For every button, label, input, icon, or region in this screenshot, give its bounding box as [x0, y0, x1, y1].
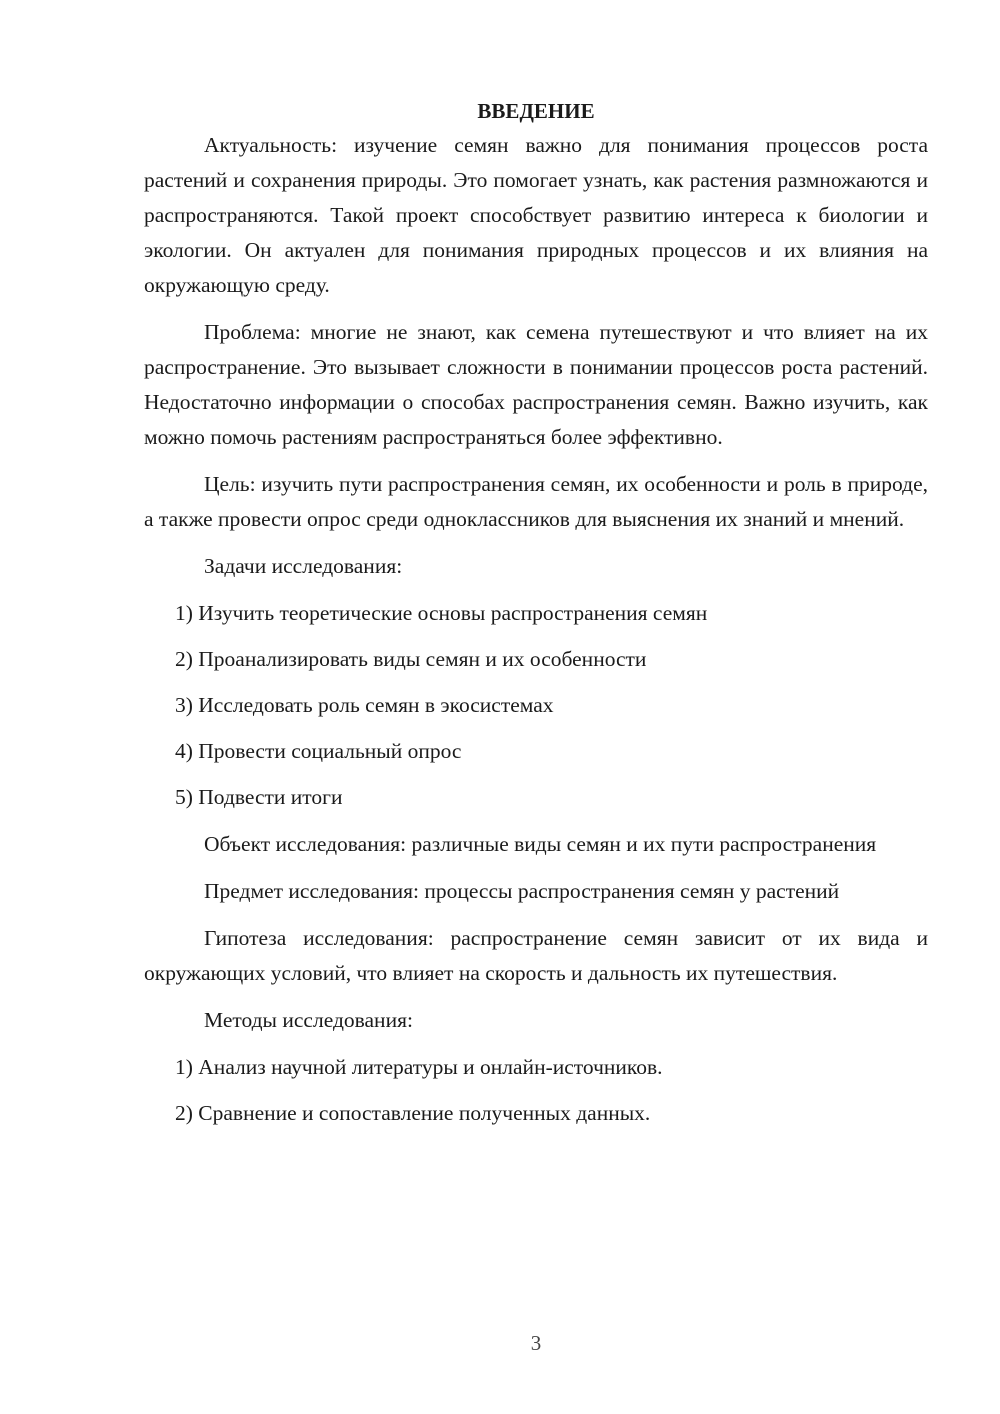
tasks-list: [144, 596, 928, 815]
problem-paragraph: Проблема: многие не знают, как семена путешествуют и что влияет на их распространение. Это вызывает сложности в понимании процессов роста растений. Недостаточно информации о способах распространения семян. Важно изучить, как можно помочь растениям распространяться более эффективно.: [144, 320, 928, 449]
page-title: ВВЕДЕНИЕ: [477, 99, 595, 123]
relevance-paragraph: Актуальность: изучение семян важно для понимания процессов роста растений и сохранения природы. Это помогает узнать, как растения размножаются и распространяются. Такой проект способствует развитию интереса к биологии и экологии. Он актуален для понимания природных процессов и их влияния на окружающую среду.: [144, 133, 928, 297]
subject-paragraph: Предмет исследования: процессы распространения семян у растений: [204, 879, 840, 903]
task-item: 3) Исследовать роль семян в экосистемах: [175, 693, 554, 717]
methods-list: [144, 1050, 928, 1131]
method-item: 1) Анализ научной литературы и онлайн-источников.: [175, 1055, 663, 1079]
methods-label: Методы исследования:: [204, 1008, 413, 1032]
task-item: 2) Проанализировать виды семян и их особенности: [175, 647, 647, 671]
tasks-label: Задачи исследования:: [204, 554, 403, 578]
task-item: 1) Изучить теоретические основы распространения семян: [175, 601, 708, 625]
goal-paragraph: Цель: изучить пути распространения семян, их особенности и роль в природе, а также провести опрос среди одноклассников для выяснения их знаний и мнений.: [144, 472, 928, 531]
task-item: 4) Провести социальный опрос: [175, 739, 462, 763]
hypothesis-paragraph: Гипотеза исследования: распространение семян зависит от их вида и окружающих условий, что влияет на скорость и дальность их путешествия.: [144, 926, 928, 985]
task-item: 5) Подвести итоги: [175, 785, 343, 809]
object-paragraph: Объект исследования: различные виды семян и их пути распространения: [204, 832, 877, 856]
method-item: 2) Сравнение и сопоставление полученных данных.: [175, 1101, 651, 1125]
page-number: 3: [530, 1331, 542, 1355]
document-page: [144, 96, 928, 1143]
